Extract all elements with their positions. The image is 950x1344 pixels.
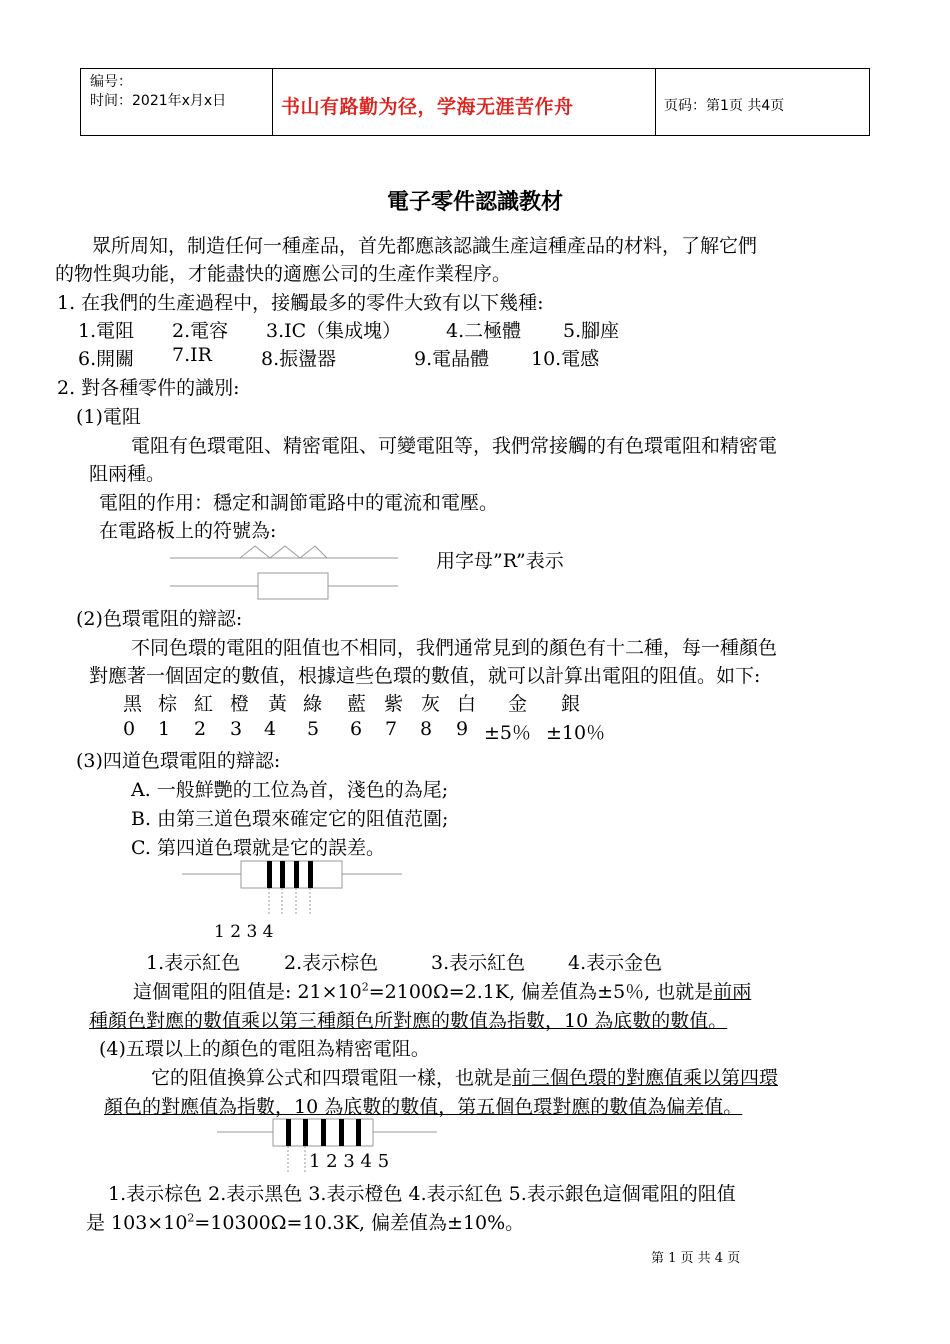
part-item: 5.腳座 [563, 320, 620, 342]
color-name: 灰 [421, 693, 441, 715]
footer-page-number: 第 1 页 共 4 页 [651, 1251, 741, 1266]
color-name: 橙 [230, 693, 250, 715]
part-item: 9.電晶體 [414, 348, 490, 370]
part-item: 8.振盪器 [261, 348, 337, 370]
resistor-symbol-note: 用字母”R”表示 [436, 550, 564, 572]
color-name: 銀 [561, 693, 581, 715]
header-bottom-rule [80, 135, 870, 136]
color-name: 紫 [384, 693, 404, 715]
resistor-desc-line-2: 阻兩種。 [89, 463, 166, 485]
color-value: 7 [385, 718, 398, 740]
color-ring-desc-line-2: 對應著一個固定的數值，根據這些色環的數值，就可以計算出電阻的阻值。如下: [89, 665, 761, 687]
part-item: 1.電阻 [78, 320, 135, 342]
part-item: 4.二極體 [446, 320, 522, 342]
color-name: 白 [457, 693, 477, 715]
page-title: 電子零件認識教材 [386, 189, 563, 215]
five-band-desc-line-1: 它的阻值換算公式和四環電阻一樣，也就是前三個色環的對應值乘以第四環 [151, 1067, 779, 1089]
color-value: 8 [420, 718, 433, 740]
header-motto: 书山有路勤为径，学海无涯苦作舟 [281, 96, 574, 118]
five-band-calc: 是 $103\times 10^2=10300\Omega=10.3K$, 偏差值為±10%。 [86, 1211, 525, 1234]
color-name: 金 [508, 693, 528, 715]
four-band-calc-line-2: 種顏色對應的數值乘以第三種顏色所對應的數值為指數，10 為底數的數值。 [89, 1010, 728, 1032]
header-top-rule [80, 68, 870, 69]
part-item: 3.IC（集成塊） [266, 320, 402, 342]
four-band-heading: (3)四道色環電阻的辯認: [76, 750, 281, 772]
resistor-symbol-diagram [165, 540, 405, 605]
part-item: 7.IR [172, 344, 212, 366]
band-meaning: 2.表示棕色 [284, 952, 379, 974]
part-item: 10.電感 [531, 348, 600, 370]
color-value: 5 [307, 718, 320, 740]
intro-line-2: 的物性與功能，才能盡快的適應公司的生產作業程序。 [55, 263, 512, 285]
color-value: 2 [194, 718, 207, 740]
color-value: 9 [456, 718, 469, 740]
part-item: 6.開關 [78, 348, 135, 370]
four-band-calc-line-1: 這個電阻的阻值是: $21\times 10^2=2100\Omega=2.1K$, 偏差值為±5％, 也就是前兩 [133, 980, 752, 1003]
header-right-border [869, 68, 870, 136]
band-meaning: 3.表示紅色 [431, 952, 526, 974]
color-value: 0 [123, 718, 136, 740]
color-value: ±5％ [484, 722, 532, 744]
color-name: 紅 [194, 693, 214, 715]
resistor-heading: (1)電阻 [76, 406, 141, 428]
five-band-desc-line-2: 顏色的對應值為指數，10 為底數的數值，第五個色環對應的數值為偏差值。 [104, 1096, 743, 1118]
color-value: ±10％ [546, 722, 606, 744]
color-name: 黃 [268, 693, 288, 715]
color-ring-heading: (2)色環電阻的辯認: [76, 608, 243, 630]
band-meaning: 4.表示金色 [568, 952, 663, 974]
color-name: 綠 [303, 693, 323, 715]
four-band-numbers: 1 2 3 4 [214, 922, 274, 942]
header-divider-2 [655, 68, 656, 136]
color-name: 棕 [158, 693, 178, 715]
section1-heading: 1. 在我們的生產過程中，接觸最多的零件大致有以下幾種: [57, 292, 544, 314]
color-value: 6 [350, 718, 363, 740]
header-left-border [80, 68, 81, 136]
five-band-heading: (4)五環以上的顏色的電阻為精密電阻。 [99, 1038, 430, 1060]
color-value: 3 [230, 718, 243, 740]
resistor-symbol-intro: 在電路板上的符號為: [99, 520, 277, 542]
four-band-rule-b: B. 由第三道色環來確定它的阻值范圍; [131, 808, 449, 830]
color-ring-desc-line-1: 不同色環的電阻的阻值也不相同，我們通常見到的顏色有十二種，每一種顏色 [131, 637, 778, 659]
header-page-info: 页码：第1页 共4页 [664, 98, 785, 114]
header-divider-1 [272, 68, 273, 136]
header-number-label: 编号： [90, 74, 132, 90]
four-band-resistor-diagram [180, 857, 405, 919]
four-band-rule-a: A. 一般鮮艷的工位為首，淺色的為尾; [131, 779, 449, 801]
intro-line-1: 眾所周知，制造任何一種產品，首先都應該認識生產這種產品的材料，了解它們 [92, 235, 758, 257]
resistor-function: 電阻的作用：穩定和調節電路中的電流和電壓。 [99, 492, 499, 514]
resistor-desc-line-1: 電阻有色環電阻、精密電阻、可變電阻等，我們常接觸的有色環電阻和精密電 [131, 435, 778, 457]
color-value: 4 [264, 718, 277, 740]
four-band-rule-c: C. 第四道色環就是它的誤差。 [131, 837, 385, 859]
header-time-label: 时间：2021年x月x日 [90, 93, 227, 109]
part-item: 2.電容 [172, 320, 229, 342]
section2-heading: 2. 對各種零件的識別: [57, 377, 240, 399]
color-value: 1 [158, 718, 171, 740]
color-name: 藍 [347, 693, 367, 715]
band-meaning: 1.表示紅色 [146, 952, 241, 974]
five-band-numbers: 1 2 3 4 5 [309, 1151, 390, 1172]
color-name: 黑 [123, 693, 143, 715]
five-band-meanings: 1.表示棕色 2.表示黑色 3.表示橙色 4.表示紅色 5.表示銀色這個電阻的阻值 [108, 1183, 736, 1205]
